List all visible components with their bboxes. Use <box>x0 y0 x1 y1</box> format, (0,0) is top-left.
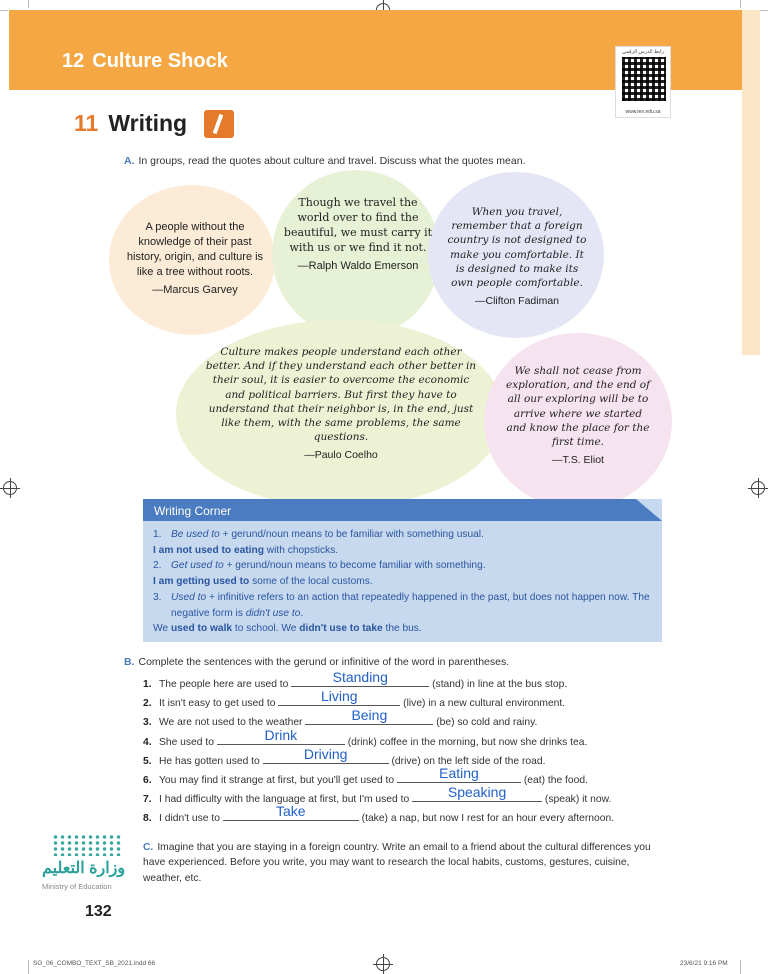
qr-code-icon <box>622 57 666 101</box>
item-number: 3. <box>143 717 152 729</box>
ministry-dots-icon <box>52 834 122 856</box>
writing-corner-title: Writing Corner <box>154 504 232 518</box>
quote-author: —T.S. Eliot <box>552 454 604 467</box>
rule-text <box>171 590 653 621</box>
rule-term: Used to <box>171 591 207 603</box>
example-bold: I am getting used to <box>153 576 250 588</box>
answer-blank[interactable] <box>305 707 433 725</box>
example-bold: didn't use to take <box>299 623 383 635</box>
exercise-item <box>143 764 663 790</box>
quote-coelho <box>205 345 477 462</box>
quote-emerson <box>283 196 433 274</box>
handwritten-answer: Standing <box>332 669 388 685</box>
quote-text: When you travel, remember that a foreign country is not designed to make you comfortable. It is designed to make its own people comfortable. <box>447 206 587 289</box>
crop-mark <box>740 0 741 8</box>
handwritten-answer: Speaking <box>447 784 507 801</box>
quote-author: —Ralph Waldo Emerson <box>297 260 419 273</box>
example-bold: I am not used to eating <box>153 544 264 556</box>
item-text: (drink) coffee in the morning, but now she drinks tea. <box>344 736 588 748</box>
rule-item <box>153 558 653 574</box>
part-b-letter: B. <box>124 656 135 668</box>
registration-mark-icon <box>376 957 390 971</box>
part-b-instruction <box>124 656 509 668</box>
footer-file: SG_06_COMBO_TEXT_SB_2021.indd 66 <box>33 960 156 967</box>
quote-garvey <box>124 220 266 298</box>
registration-mark-icon <box>3 481 17 495</box>
qr-code[interactable] <box>615 46 671 118</box>
exercise-item <box>143 669 663 694</box>
rule-desc: . <box>300 607 304 619</box>
example-text: We <box>153 623 171 635</box>
item-number: 2. <box>143 698 152 710</box>
writing-corner-body <box>153 527 653 637</box>
unit-name: Culture Shock <box>92 50 228 72</box>
answer-blank[interactable] <box>412 784 542 802</box>
rule-example <box>153 543 653 559</box>
quote-eliot <box>503 364 653 467</box>
handwritten-answer: Living <box>321 688 358 705</box>
part-a-instruction <box>124 155 525 167</box>
item-number: 8. <box>143 813 152 825</box>
answer-blank[interactable] <box>397 764 521 783</box>
part-c-instruction <box>143 840 663 886</box>
exercise-item <box>143 784 663 809</box>
item-text: I had difficulty with the language at first, but I'm used to <box>159 794 413 806</box>
handwritten-answer: Eating <box>439 764 479 781</box>
qr-url: www.ien.edu.sa <box>625 109 661 115</box>
item-text: He has gotten used to <box>159 755 263 767</box>
page-number: 132 <box>85 903 112 920</box>
quote-fadiman <box>447 205 587 308</box>
writing-corner-box <box>143 499 662 642</box>
crop-mark <box>28 0 29 8</box>
crop-mark <box>0 10 8 11</box>
crop-mark <box>740 960 741 974</box>
quote-text: A people without the knowledge of their past history, origin, and culture is like a tree without roots. <box>126 221 264 278</box>
rule-desc: + infinitive refers to an action that repeatedly happened in the past, but does not happen now. The negative form is <box>171 591 650 619</box>
item-number: 1. <box>143 679 152 690</box>
example-text: to school. We <box>232 623 300 635</box>
item-text: I didn't use to <box>159 813 223 825</box>
example-text: the bus. <box>382 623 422 635</box>
part-c-text: Imagine that you are staying in a foreign country. Write an email to a friend about the cultural differences you have experienced. Before you write, you may want to research the local habits, customs, gestures, cuisine, weather, etc. <box>143 842 651 884</box>
item-text: (live) in a new cultural environment. <box>400 698 566 710</box>
side-color-bar <box>742 10 760 355</box>
part-a-letter: A. <box>124 155 135 167</box>
rule-text <box>171 527 484 543</box>
item-text: You may find it strange at first, but you'll get used to <box>159 774 397 786</box>
rule-term: Be used to <box>171 529 220 540</box>
example-text: some of the local customs. <box>249 576 373 588</box>
item-text: (speak) it now. <box>542 794 612 806</box>
answer-blank[interactable] <box>278 688 400 706</box>
item-number: 6. <box>143 774 152 786</box>
registration-mark-icon <box>751 481 765 495</box>
rule-desc: + gerund/noun means to be familiar with something usual. <box>219 529 484 540</box>
part-c-letter: C. <box>143 842 154 853</box>
item-text: It isn't easy to get used to <box>159 698 279 710</box>
answer-blank[interactable] <box>291 669 429 687</box>
quote-text: Culture makes people understand each other better. And if they understand each other better in their soul, it is easier to overcome the economic and political barriers. But first they have to understand that their neighbor is, in the end, just like them, with the same problems, the same questions. <box>205 346 477 444</box>
section-name: Writing <box>108 110 188 136</box>
item-text: (eat) the food. <box>520 774 588 786</box>
rule-term: Get used to <box>171 560 224 572</box>
quote-author: —Marcus Garvey <box>152 284 238 297</box>
handwritten-answer: Being <box>351 707 388 724</box>
item-number: 7. <box>143 794 152 806</box>
part-a-text: In groups, read the quotes about culture and travel. Discuss what the quotes mean. <box>138 155 526 167</box>
answer-blank[interactable] <box>223 803 359 821</box>
section-title <box>74 110 187 137</box>
rule-number: 1. <box>153 529 162 540</box>
rule-example <box>153 621 653 637</box>
footer-date: 23/6/21 9:16 PM <box>680 960 728 967</box>
example-text: with chopsticks. <box>263 544 339 556</box>
handwritten-answer: Driving <box>303 745 348 762</box>
rule-text <box>171 558 486 574</box>
rule-term: didn't use to <box>245 607 301 619</box>
rule-example <box>153 574 653 590</box>
quote-text: Though we travel the world over to find the beautiful, we must carry it with us or we find it not. <box>283 196 433 254</box>
crop-mark <box>28 960 29 974</box>
answer-blank[interactable] <box>263 745 389 764</box>
item-text: (be) so cold and rainy. <box>433 717 538 729</box>
ministry-english: Ministry of Education <box>42 882 112 891</box>
item-text: (drive) on the left side of the road. <box>388 755 546 767</box>
ministry-arabic: وزارة التعليم <box>42 860 126 877</box>
exercise-item <box>143 726 663 752</box>
item-number: 5. <box>143 755 152 767</box>
quote-author: —Clifton Fadiman <box>474 295 560 308</box>
part-b-text: Complete the sentences with the gerund or infinitive of the word in parentheses. <box>138 656 510 668</box>
rule-number: 3. <box>153 591 162 603</box>
qr-caption: رابط الدرس الرقمي <box>622 49 664 55</box>
unit-title <box>62 50 228 73</box>
item-text: We are not used to the weather <box>159 717 306 729</box>
quote-text: We shall not cease from exploration, and the end of all our exploring will be to arrive where we started and know the place for the first time. <box>505 365 650 448</box>
example-bold: used to walk <box>170 623 233 635</box>
quote-author: —Paulo Coelho <box>304 449 378 462</box>
handwritten-answer: Take <box>276 803 306 820</box>
rule-item <box>153 527 653 543</box>
handwritten-answer: Drink <box>264 726 298 743</box>
answer-blank[interactable] <box>217 726 345 745</box>
exercise-item <box>143 803 663 828</box>
item-text: The people here are used to <box>159 679 292 690</box>
writing-pencil-icon <box>204 110 234 138</box>
unit-number: 12 <box>62 50 85 72</box>
rule-number: 2. <box>153 560 162 572</box>
item-text: (stand) in line at the bus stop. <box>429 679 568 690</box>
item-text: (take) a nap, but now I rest for an hour every afternoon. <box>358 813 615 825</box>
item-text: She used to <box>159 736 217 748</box>
item-number: 4. <box>143 736 152 748</box>
rule-desc: + gerund/noun means to become familiar with something. <box>223 560 486 572</box>
crop-mark <box>760 10 768 11</box>
section-number: 11 <box>74 110 99 136</box>
exercise-sentences <box>143 669 663 829</box>
rule-item <box>153 590 653 621</box>
ministry-logo <box>26 832 136 892</box>
